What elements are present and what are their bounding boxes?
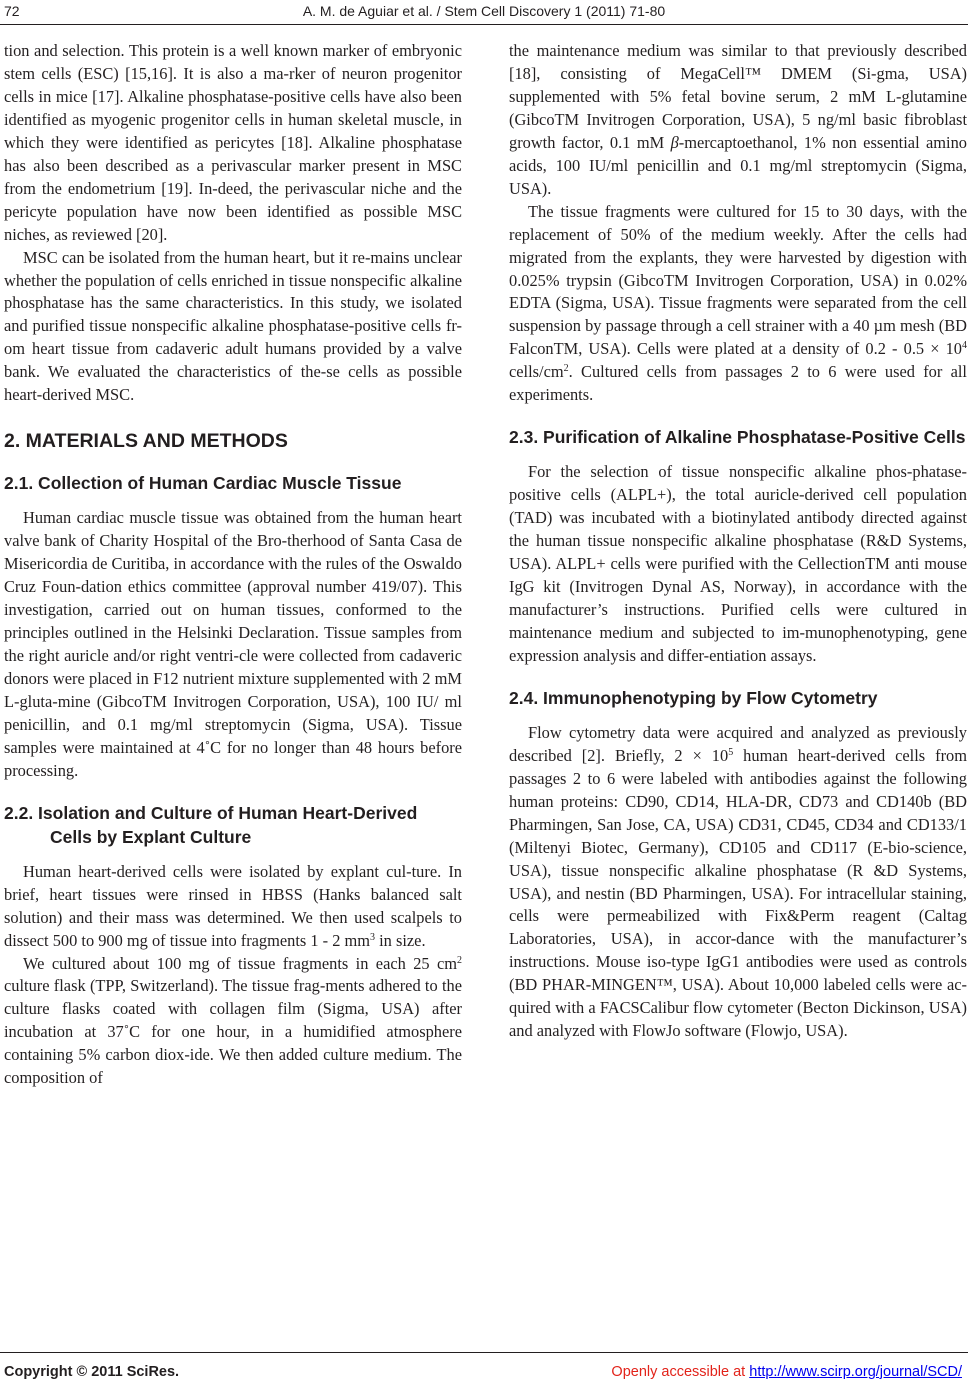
paragraph: MSC can be isolated from the human heart, but it re-mains unclear whether the population of cells enriched in tissue nonspecific alkaline phosphatase has the same characteristics. In this study, we isolated and purified tissue nonspecific alkaline phosphatase-positive cells fr-om heart tissue from cadaveric adult humans provided by a valve bank. We evaluated the characteristics of the-se cells as possible heart-derived MSC. bbox=[4, 247, 462, 405]
running-head: A. M. de Aguiar et al. / Stem Cell Discovery 1 (2011) 71-80 bbox=[302, 3, 666, 19]
left-column bbox=[4, 40, 462, 1090]
paragraph: We cultured about 100 mg of tissue fragments in each 25 $cm^2$ culture flask (TPP, Switzerland). The tissue frag-ments adhered to the culture flasks coated with collagen film (Sigma, USA) after incubation at 37˚C for one hour, in a humidified atmosphere containing 5% carbon diox-ide. We then added culture medium. The composition of bbox=[4, 953, 462, 1088]
journal-url-link[interactable]: http://www.scirp.org/journal/SCD/ bbox=[749, 1364, 962, 1380]
header-rule bbox=[0, 24, 968, 25]
open-access-notice: Openly accessible at http://www.scirp.org/journal/SCD/ bbox=[611, 1364, 962, 1380]
paragraph: The tissue fragments were cultured for 15 to 30 days, with the replacement of 50% of the medium weekly. After the cells had migrated from the explants, they were harvested by digestion with 0.025% trypsin (GibcoTM Invitrogen Corporation, USA) in 0.02% EDTA (Sigma, USA). Tissue fragments were separated from the cell suspension by passage through a cell strainer with a 40 µm mesh (BD FalconTM, USA). Cells were plated at a density of $0.2 - 0.5 \times 10^4$ cells/$cm^2$. Cultured cells from passages 2 to 6 were used for all experiments. bbox=[509, 201, 967, 405]
subsection-heading-2-1: 2.1. Collection of Human Cardiac Muscle Tissue bbox=[4, 473, 402, 494]
page-number: 72 bbox=[4, 3, 20, 19]
paragraph: Human cardiac muscle tissue was obtained from the human heart valve bank of Charity Hospital of the Bro-therhood of Santa Casa de Misericordia de Curitiba, in accordance with the rules of the Oswaldo Cruz Foun-dation ethics committee (approval number 419/07). This investigation, carried out on human tissues, conformed to the principles outlined in the Helsinki Declaration. Tissue samples from the right auricle and/or right ventri-cle were collected from cadaveric donors were placed in F12 nutrient mixture supplemented with 2 mM L-gluta-mine (GibcoTM Invitrogen Corporation, USA), 100 IU/ ml penicillin, and 0.1 mg/ml streptomycin (Sigma, USA). Tissue samples were maintained at 4˚C for no longer than 48 hours before processing. bbox=[4, 508, 462, 780]
paragraph: tion and selection. This protein is a well known marker of embryonic stem cells (ESC) [15,16]. It is also a ma-rker of neuron progenitor cells in mice [17]. Alkaline phosphatase-positive cells have also been identified as myogenic progenitor cells in human skeletal muscle, in which they were identified as pericytes [18]. Alkaline phosphatase has also been described as a perivascular marker present in MSC from the endometrium [19]. In-deed, the perivascular niche and the pericyte population have now been identified as possible MSC niches, as reviewed [20]. bbox=[4, 41, 462, 244]
running-header bbox=[0, 0, 968, 26]
subsection-heading-2-2: 2.2. Isolation and Culture of Human Heart-Derived Cells by Explant Culture bbox=[4, 802, 418, 847]
paragraph: Flow cytometry data were acquired and analyzed as previously described [2]. Briefly, $2 \times 10^5$ human heart-derived cells from passages 2 to 6 were labeled with antibodies against the following human proteins: CD90, CD14, HLA-DR, CD73 and CD140b (BD Pharmingen, San Jose, CA, USA) CD31, CD45, CD34 and CD133/1 (Miltenyi Biotec, Germany), CD105 and CD117 (E-bio-science, USA), tissue nonspecific alkaline phosphatase (R &D Systems, USA), and nestin (BD Pharmingen, USA). For intracellular staining, cells were permeabilized with Fix&Perm reagent (Caltag Laboratories, USA), in accor-dance with the manufacturer’s instructions. Mouse iso-type IgG1 antibodies were used as controls (BD PHAR-MINGEN™, USA). About 10,000 labeled cells were ac-quired with a FACSCalibur flow cytometer (Becton Dickinson, USA) and analyzed with FlowJo software (Flowjo, USA). bbox=[509, 722, 967, 1041]
subsection-heading-2-3: 2.3. Purification of Alkaline Phosphatase-Positive Cells bbox=[509, 427, 966, 448]
copyright-notice: Copyright © 2011 SciRes. bbox=[4, 1364, 180, 1380]
paragraph: For the selection of tissue nonspecific alkaline phos-phatase-positive cells (ALPL+), the total auricle-derived cell population (TAD) was incubated with a biotinylated antibody directed against the human tissue nonspecific alkaline phosphatase (R&D Systems, USA). ALPL+ cells were purified with the CellectionTM anti mouse IgG kit (Invitrogen Dynal AS, Norway), in accordance with the manufacturer’s instructions. Purified cells were cultured in maintenance medium and subjected to im-munophenotyping, gene expression analysis and differ-entiation assays. bbox=[509, 462, 967, 665]
right-column bbox=[509, 40, 967, 1043]
footer-rule bbox=[0, 1352, 968, 1353]
subsection-heading-2-4: 2.4. Immunophenotyping by Flow Cytometry bbox=[509, 687, 878, 708]
page-footer bbox=[0, 1352, 968, 1382]
section-heading-methods: 2. MATERIALS AND METHODS bbox=[4, 430, 288, 453]
paragraph: the maintenance medium was similar to that previously described [18], consisting of MegaCell™ DMEM (Si-gma, USA) supplemented with 5% fetal bovine serum, 2 mM L-glutamine (GibcoTM Invitrogen Corporation, USA), 5 ng/ml basic fibroblast growth factor, 0.1 mM β-mercaptoethanol, 1% non essential amino acids, 100 IU/ml penicillin and 0.1 mg/ml streptomycin (Sigma, USA). bbox=[509, 41, 968, 198]
paragraph: Human heart-derived cells were isolated by explant cul-ture. In brief, heart tissues were rinsed in HBSS (Hanks balanced salt solution) and their mass was determined. We then used scalpels to dissect 500 to 900 mg of tissue into fragments 1 - 2 $mm^3$ in size. bbox=[4, 861, 462, 950]
